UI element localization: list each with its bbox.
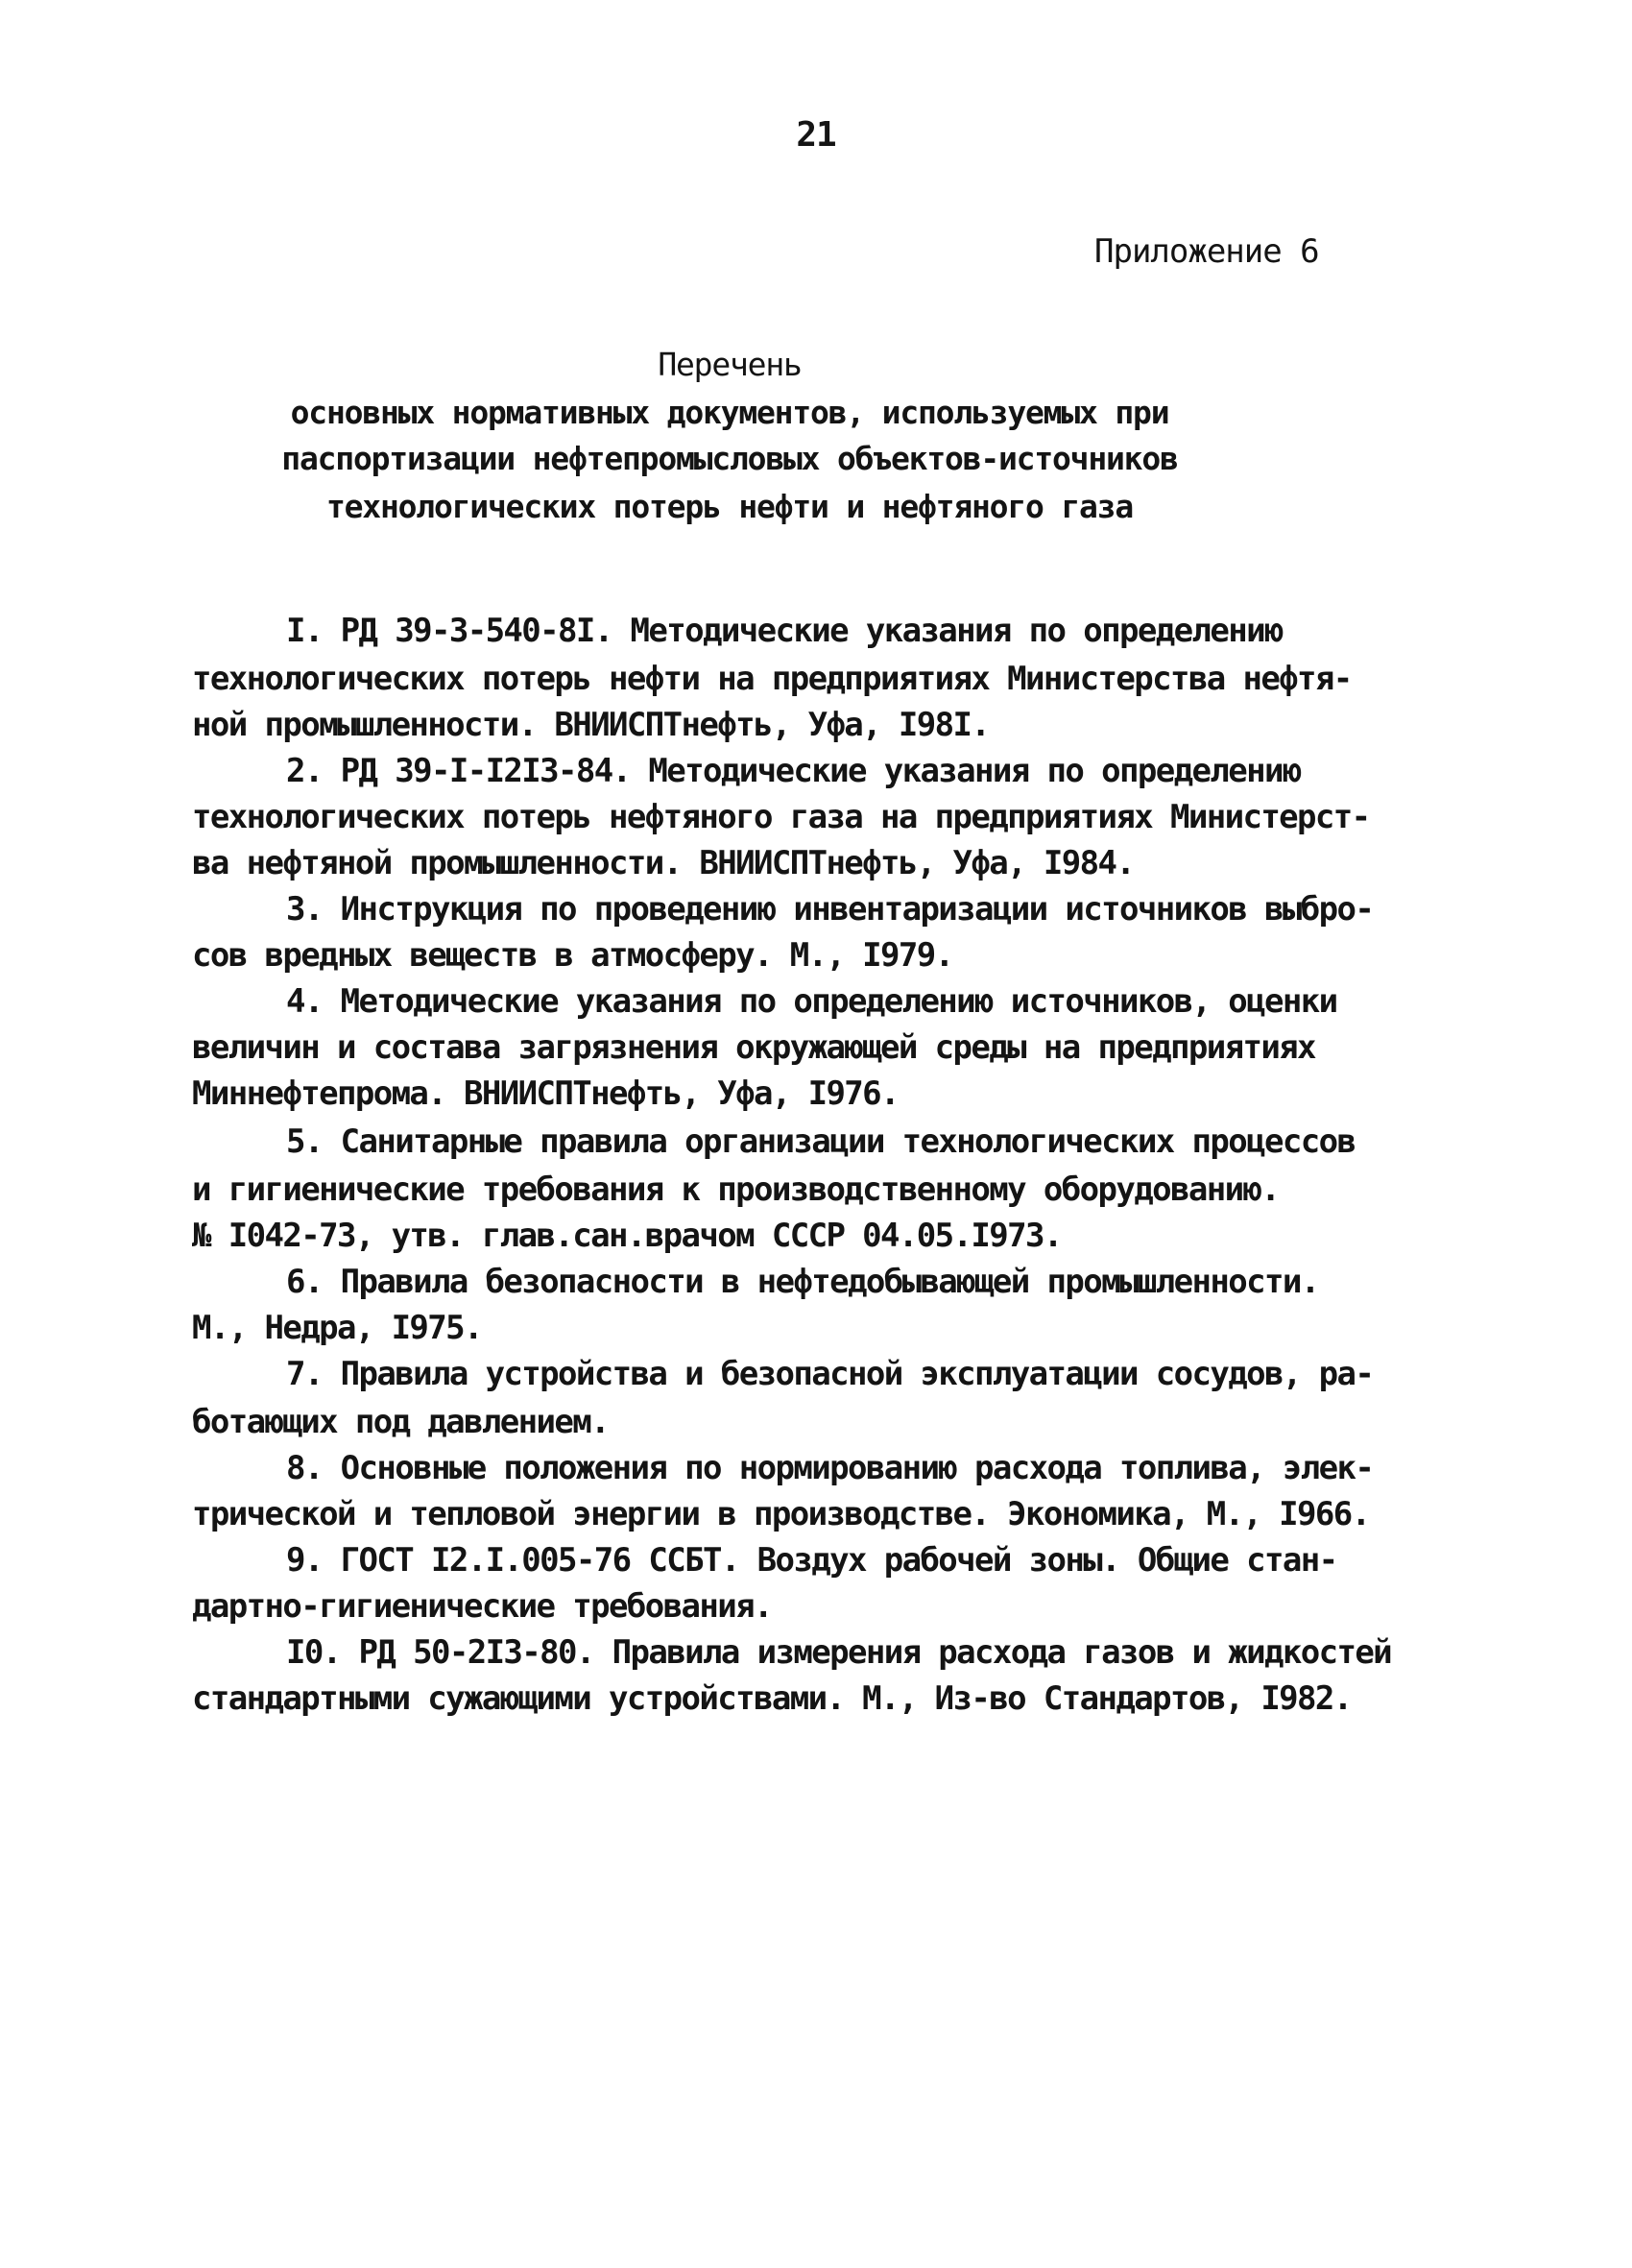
heading-title: Перечень (658, 346, 802, 383)
item-2-line-1: 2. РД 39-I-I2I3-84. Методические указания по определению (286, 752, 1301, 790)
item-4-line-1: 4. Методические указания по определению источников, оценки (286, 982, 1337, 1021)
item-5-line-2: и гигиенические требования к производственному оборудованию. (192, 1170, 1280, 1209)
item-3-line-1: 3. Инструкция по проведению инвентаризации источников выбро- (286, 890, 1374, 929)
item-5-line-1: 5. Санитарные правила организации технологических процессов (286, 1122, 1356, 1161)
heading-line-3: паспортизации нефтепромысловых объектов-источников (281, 440, 1178, 477)
item-1-line-2: технологических потерь нефти на предприятиях Министерства нефтя- (192, 660, 1352, 698)
item-8-line-2: трической и тепловой энергии в производстве. Экономика, М., I966. (192, 1495, 1370, 1533)
item-10-line-2: стандартными сужающими устройствами. М., Из-во Стандартов, I982. (192, 1679, 1352, 1718)
item-6-line-2: М., Недра, I975. (192, 1309, 482, 1347)
page-number: 21 (796, 115, 836, 155)
item-7-line-1: 7. Правила устройства и безопасной эксплуатации сосудов, ра- (286, 1355, 1374, 1393)
item-8-line-1: 8. Основные положения по нормированию расхода топлива, элек- (286, 1449, 1374, 1487)
item-3-line-2: сов вредных веществ в атмосферу. М., I979. (192, 936, 953, 975)
item-10-line-1: I0. РД 50-2I3-80. Правила измерения расхода газов и жидкостей (286, 1633, 1392, 1672)
item-2-line-3: ва нефтяной промышленности. ВНИИСПТнефть, Уфа, I984. (192, 844, 1135, 882)
heading-line-2: основных нормативных документов, используемых при (290, 394, 1169, 431)
item-4-line-3: Миннефтепрома. ВНИИСПТнефть, Уфа, I976. (192, 1074, 899, 1113)
item-2-line-2: технологических потерь нефтяного газа на предприятиях Министерст- (192, 798, 1370, 836)
item-1-line-1: I. РД 39-3-540-8I. Методические указания по определению (286, 612, 1283, 650)
item-4-line-2: величин и состава загрязнения окружающей среды на предприятиях (192, 1028, 1315, 1067)
item-1-line-3: ной промышленности. ВНИИСПТнефть, Уфа, I98I. (192, 706, 990, 744)
item-7-line-2: ботающих под давлением. (192, 1403, 610, 1441)
heading-line-4: технологических потерь нефти и нефтяного газа (325, 488, 1134, 525)
item-5-line-3: № I042-73, утв. глав.сан.врачом СССР 04.05.I973. (192, 1217, 1062, 1255)
appendix-label: Приложение 6 (1094, 232, 1319, 271)
item-9-line-1: 9. ГОСТ I2.I.005-76 ССБТ. Воздух рабочей зоны. Общие стан- (286, 1541, 1337, 1580)
item-6-line-1: 6. Правила безопасности в нефтедобывающей промышленности. (286, 1263, 1319, 1301)
item-9-line-2: дартно-гигиенические требования. (192, 1587, 772, 1626)
